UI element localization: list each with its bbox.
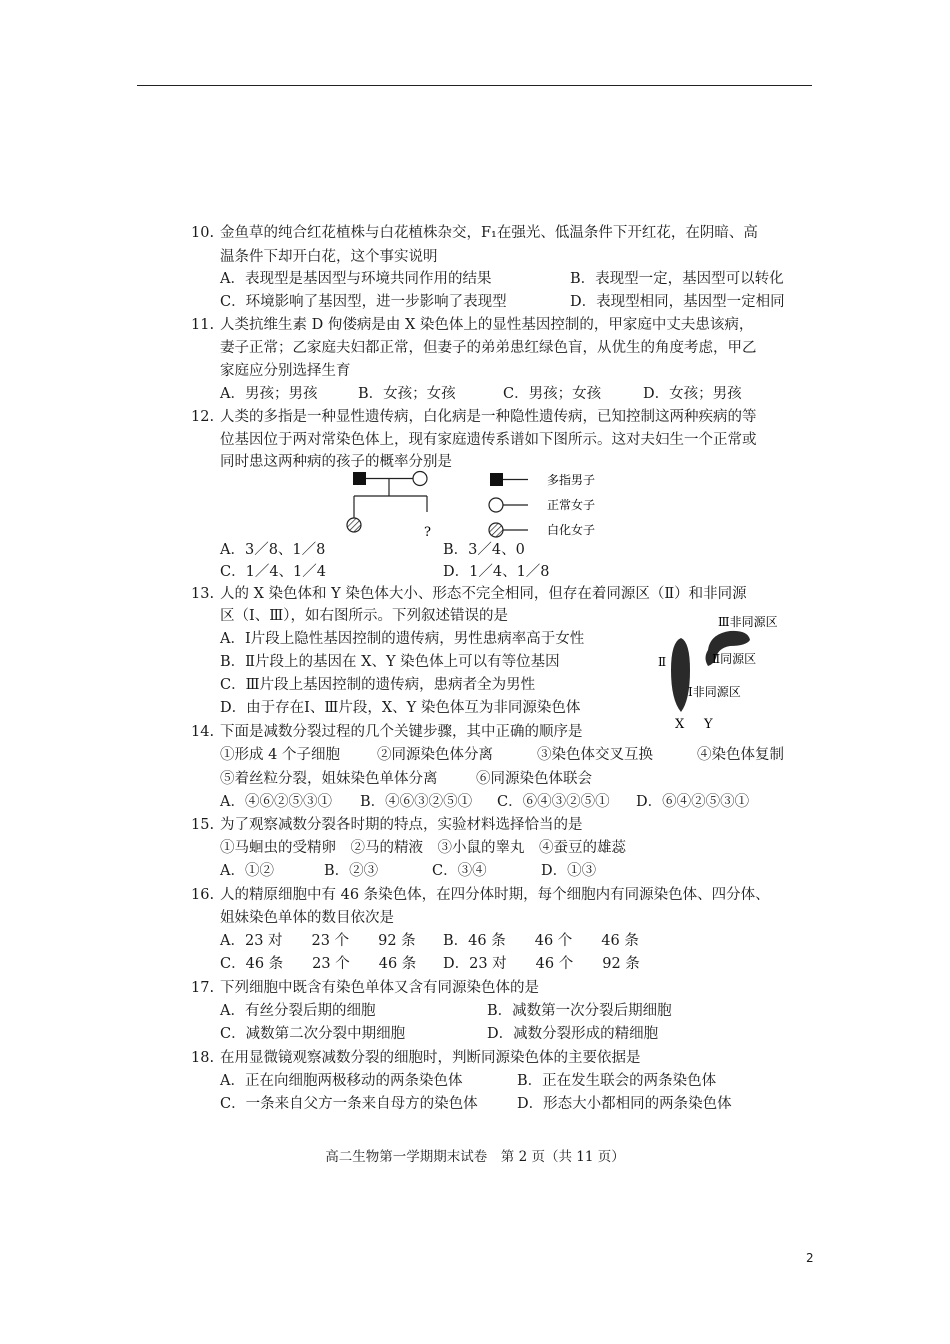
option-c: C．1／4、1／4	[220, 564, 326, 580]
option-a: A．3／8、1／8	[220, 542, 326, 558]
question-stem: 在用显微镜观察减数分裂的细胞时，判断同源染色体的主要依据是	[220, 1050, 641, 1066]
question-number: 14.	[191, 724, 215, 740]
xy-chromosome-figure	[648, 608, 798, 733]
step-4: ④染色体复制	[697, 747, 784, 763]
question-stem: 姐妹染色单体的数目依次是	[220, 910, 394, 926]
question-stem: 妻子正常；乙家庭夫妇都正常，但妻子的弟弟患红绿色盲，从优生的角度考虑，甲乙	[220, 340, 757, 356]
option-d: D．女孩；男孩	[643, 386, 742, 402]
question-number: 13.	[191, 586, 215, 602]
option-c: C．⑥④③②⑤①	[497, 794, 610, 810]
unknown-child-label: ?	[424, 525, 431, 540]
page-footer: 高二生物第一学期期末试卷 第 2 页（共 11 页）	[325, 1149, 625, 1165]
option-b: B．3／4、0	[443, 542, 525, 558]
legend-poly-male-symbol	[490, 473, 503, 486]
legend-poly-male: 多指男子	[547, 473, 596, 487]
option-b: B．②③	[324, 863, 379, 879]
option-b: B．正在发生联会的两条染色体	[517, 1073, 717, 1089]
material-list: ①马蛔虫的受精卵 ②马的精液 ③小鼠的睾丸 ④蚕豆的雄蕊	[220, 840, 626, 856]
legend-albino-female: 白化女子	[547, 523, 596, 537]
option-c: C．③④	[432, 863, 487, 879]
option-d: D．1／4、1／8	[443, 564, 550, 580]
question-number: 18.	[191, 1050, 215, 1066]
option-a: A．Ⅰ片段上隐性基因控制的遗传病，男性患病率高于女性	[220, 631, 585, 647]
x-chromosome	[671, 638, 690, 712]
option-a: A．表现型是基因型与环境共同作用的结果	[220, 271, 492, 287]
option-d: D．①③	[541, 863, 597, 879]
step-1: ①形成 4 个子细胞	[220, 747, 340, 763]
option-a: A．④⑥②⑤③①	[220, 794, 332, 810]
question-stem: 金鱼草的纯合红花植株与白花植株杂交，F₁在强光、低温条件下开红花，在阴暗、高	[220, 225, 758, 241]
step-2: ②同源染色体分离	[377, 747, 493, 763]
option-b: B．减数第一次分裂后期细胞	[487, 1003, 672, 1019]
option-a: A．①②	[220, 863, 274, 879]
question-stem: 家庭应分别选择生育	[220, 363, 351, 379]
fig-label-x: X	[675, 717, 685, 732]
option-b: B．表现型一定，基因型可以转化	[570, 271, 784, 287]
option-d: D．表现型相同，基因型一定相同	[570, 294, 785, 310]
legend-normal-female-symbol	[489, 498, 503, 512]
question-stem: 温条件下却开白花，这个事实说明	[220, 249, 438, 265]
albino-female-symbol	[347, 518, 361, 532]
question-stem: 人类的多指是一种显性遗传病，白化病是一种隐性遗传病，已知控制这两种疾病的等	[220, 409, 757, 425]
option-b: B．④⑥③②⑤①	[360, 794, 473, 810]
option-d: D．⑥④②⑤③①	[636, 794, 750, 810]
question-stem: 人类抗维生素 D 佝偻病是由 X 染色体上的显性基因控制的，甲家庭中丈夫患该病，	[220, 317, 754, 333]
step-6: ⑥同源染色体联会	[476, 771, 592, 787]
option-c: C．减数第二次分裂中期细胞	[220, 1026, 406, 1042]
option-b: B．Ⅱ片段上的基因在 X、Y 染色体上可以有等位基因	[220, 654, 560, 670]
question-number: 16.	[191, 887, 215, 903]
header-rule	[137, 85, 812, 86]
legend-normal-female: 正常女子	[547, 498, 596, 512]
option-d: D．23 对 46 个 92 条	[443, 956, 640, 972]
page-number: 2	[806, 1251, 814, 1265]
question-stem: 位基因位于两对常染色体上，现有家庭遗传系谱如下图所示。这对夫妇生一个正常或	[220, 432, 757, 448]
option-c: C．46 条 23 个 46 条	[220, 956, 417, 972]
fig-label-ii-left: Ⅱ	[658, 655, 667, 669]
question-number: 15.	[191, 817, 215, 833]
question-stem: 同时患这两种病的孩子的概率分别是	[220, 454, 452, 470]
step-5: ⑤着丝粒分裂，姐妹染色单体分离	[220, 771, 438, 787]
legend-albino-female-symbol	[489, 523, 503, 537]
question-number: 17.	[191, 980, 215, 996]
option-a: A．男孩；男孩	[220, 386, 318, 402]
question-stem: 下列细胞中既含有染色单体又含有同源染色体的是	[220, 980, 539, 996]
option-a: A．正在向细胞两极移动的两条染色体	[220, 1073, 463, 1089]
pedigree-figure	[340, 466, 630, 546]
option-a: A．有丝分裂后期的细胞	[220, 1003, 376, 1019]
question-stem: 下面是减数分裂过程的几个关键步骤，其中正确的顺序是	[220, 724, 583, 740]
step-3: ③染色体交叉互换	[537, 747, 653, 763]
option-c: C．Ⅲ片段上基因控制的遗传病，患病者全为男性	[220, 677, 536, 693]
option-c: C．环境影响了基因型，进一步影响了表现型	[220, 294, 507, 310]
question-stem: 区（Ⅰ、Ⅲ），如右图所示。下列叙述错误的是	[220, 608, 508, 624]
question-stem: 为了观察减数分裂各时期的特点，实验材料选择恰当的是	[220, 817, 583, 833]
question-stem: 人的 X 染色体和 Y 染色体大小、形态不完全相同，但存在着同源区（Ⅱ）和非同源	[220, 586, 747, 602]
fig-label-y: Y	[704, 717, 713, 732]
question-stem: 人的精原细胞中有 46 条染色体，在四分体时期，每个细胞内有同源染色体、四分体、	[220, 887, 770, 903]
option-d: D．减数分裂形成的精细胞	[487, 1026, 659, 1042]
option-d: D．由于存在Ⅰ、Ⅲ片段，X、Y 染色体互为非同源染色体	[220, 700, 581, 716]
option-d: D．形态大小都相同的两条染色体	[517, 1096, 732, 1112]
fig-label-iii: Ⅲ非同源区	[718, 615, 778, 629]
question-number: 10.	[191, 225, 215, 241]
option-a: A．23 对 23 个 92 条	[220, 933, 416, 949]
option-c: C．一条来自父方一条来自母方的染色体	[220, 1096, 478, 1112]
option-b: B．女孩；女孩	[358, 386, 456, 402]
fig-label-i: Ⅰ非同源区	[688, 685, 741, 699]
question-number: 12.	[191, 409, 215, 425]
option-b: B．46 条 46 个 46 条	[443, 933, 639, 949]
fig-label-ii: Ⅱ同源区	[712, 652, 757, 666]
question-number: 11.	[191, 317, 215, 333]
option-c: C．男孩；女孩	[503, 386, 602, 402]
normal-female-symbol	[413, 472, 427, 486]
affected-male-symbol	[353, 472, 366, 485]
